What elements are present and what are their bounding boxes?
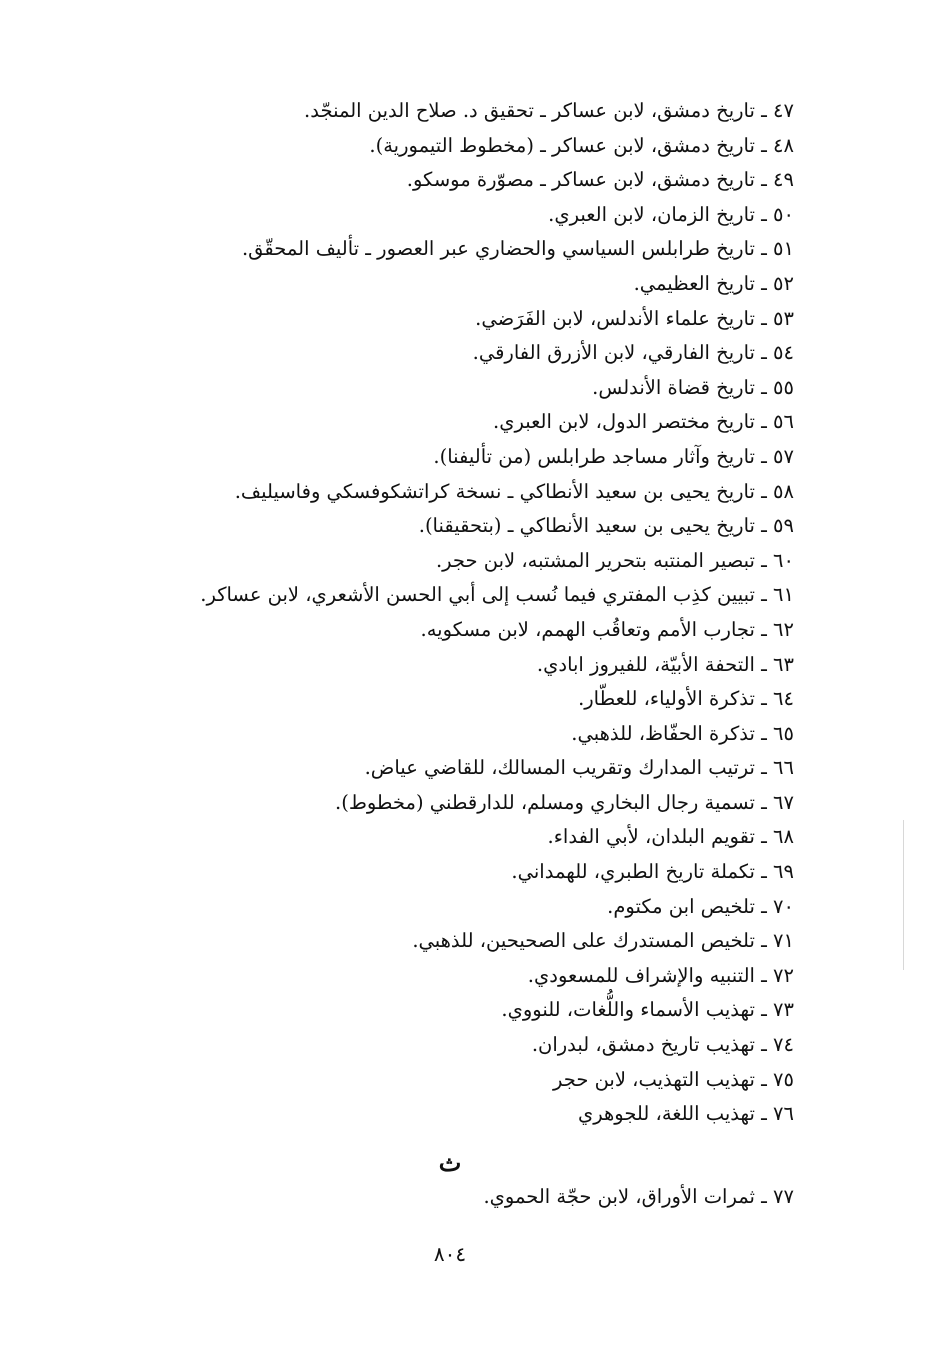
bibliography-entry-54: ٥٤ ـ تاريخ الفارقي، لابن الأزرق الفارقي. [472, 341, 794, 365]
bibliography-entry-61: ٦١ ـ تبيين كذِب المفتري فيما نُسب إلى أبي الحسن الأشعري، لابن عساكر. [200, 583, 794, 607]
bibliography-entry-63: ٦٣ ـ التحفة الأبيّة، للفيروز ابادي. [536, 652, 794, 676]
bibliography-entry-58: ٥٨ ـ تاريخ يحيى بن سعيد الأنطاكي ـ نسخة كراتشكوفسكي وفاسيليف. [234, 479, 794, 503]
bibliography-entry-71: ٧١ ـ تلخيص المستدرك على الصحيحين، للذهبي. [412, 929, 794, 953]
section-heading-letter: ث [438, 1148, 462, 1177]
bibliography-entry-64: ٦٤ ـ تذكرة الأولياء، للعطّار. [578, 687, 794, 711]
bibliography-entry-73: ٧٣ ـ تهذيب الأسماء واللُّغات، للنووي. [501, 998, 794, 1022]
bibliography-list-section-tha [174, 1180, 794, 1215]
bibliography-entry-53: ٥٣ ـ تاريخ علماء الأندلس، لابن الفَرَضي. [475, 306, 794, 330]
bibliography-entry-72: ٧٢ ـ التنبيه والإشراف للمسعودي. [527, 963, 794, 987]
bibliography-entry-62: ٦٢ ـ تجارب الأمم وتعاقُب الهمم، لابن مسكويه. [420, 617, 794, 641]
bibliography-entry-59: ٥٩ ـ تاريخ يحيى بن سعيد الأنطاكي ـ (بتحقيقنا). [418, 514, 794, 538]
bibliography-entry-60: ٦٠ ـ تبصير المنتبه بتحرير المشتبه، لابن حجر. [435, 548, 794, 572]
bibliography-entry-49: ٤٩ ـ تاريخ دمشق، لابن عساكر ـ مصوّرة موسكو. [406, 168, 794, 192]
bibliography-entry-67: ٦٧ ـ تسمية رجال البخاري ومسلم، للدارقطني (مخطوط). [335, 790, 794, 814]
bibliography-entry-76: ٧٦ ـ تهذيب اللغة، للجوهري [577, 1102, 794, 1126]
bibliography-entry-75: ٧٥ ـ تهذيب التهذيب، لابن حجر [552, 1067, 794, 1091]
bibliography-entry-65: ٦٥ ـ تذكرة الحفّاظ، للذهبي. [571, 721, 794, 745]
bibliography-entry-50: ٥٠ ـ تاريخ الزمان، لابن العبري. [548, 202, 794, 226]
scan-artifact-mark [903, 820, 904, 970]
bibliography-entry-56: ٥٦ ـ تاريخ مختصر الدول، لابن العبري. [493, 410, 794, 434]
bibliography-entry-70: ٧٠ ـ تلخيص ابن مكتوم. [607, 894, 794, 918]
bibliography-entry-55: ٥٥ ـ تاريخ قضاة الأندلس. [592, 375, 794, 399]
bibliography-entry-69: ٦٩ ـ تكملة تاريخ الطبري، للهمداني. [511, 860, 794, 884]
bibliography-entry-74: ٧٤ ـ تهذيب تاريخ دمشق، لبدران. [531, 1033, 794, 1057]
bibliography-entry-66: ٦٦ ـ ترتيب المدارك وتقريب المسالك، للقاضي عياض. [364, 756, 794, 780]
page-number: ٨٠٤ [433, 1242, 467, 1266]
bibliography-entry-77: ٧٧ ـ ثمرات الأوراق، لابن حجّة الحموي. [483, 1185, 794, 1208]
bibliography-entry-48: ٤٨ ـ تاريخ دمشق، لابن عساكر ـ (مخطوط التيمورية). [369, 133, 794, 157]
bibliography-entry-51: ٥١ ـ تاريخ طرابلس السياسي والحضاري عبر العصور ـ تأليف المحقّق. [241, 237, 794, 261]
bibliography-entry-47: ٤٧ ـ تاريخ دمشق، لابن عساكر ـ تحقيق د. صلاح الدين المنجّد. [304, 99, 794, 122]
bibliography-entry-52: ٥٢ ـ تاريخ العظيمي. [633, 271, 794, 295]
bibliography-entry-68: ٦٨ ـ تقويم البلدان، لأبي الفداء. [547, 825, 794, 849]
bibliography-list [174, 94, 794, 1132]
bibliography-entry-57: ٥٧ ـ تاريخ وآثار مساجد طرابلس (من تأليفنا). [433, 444, 794, 468]
